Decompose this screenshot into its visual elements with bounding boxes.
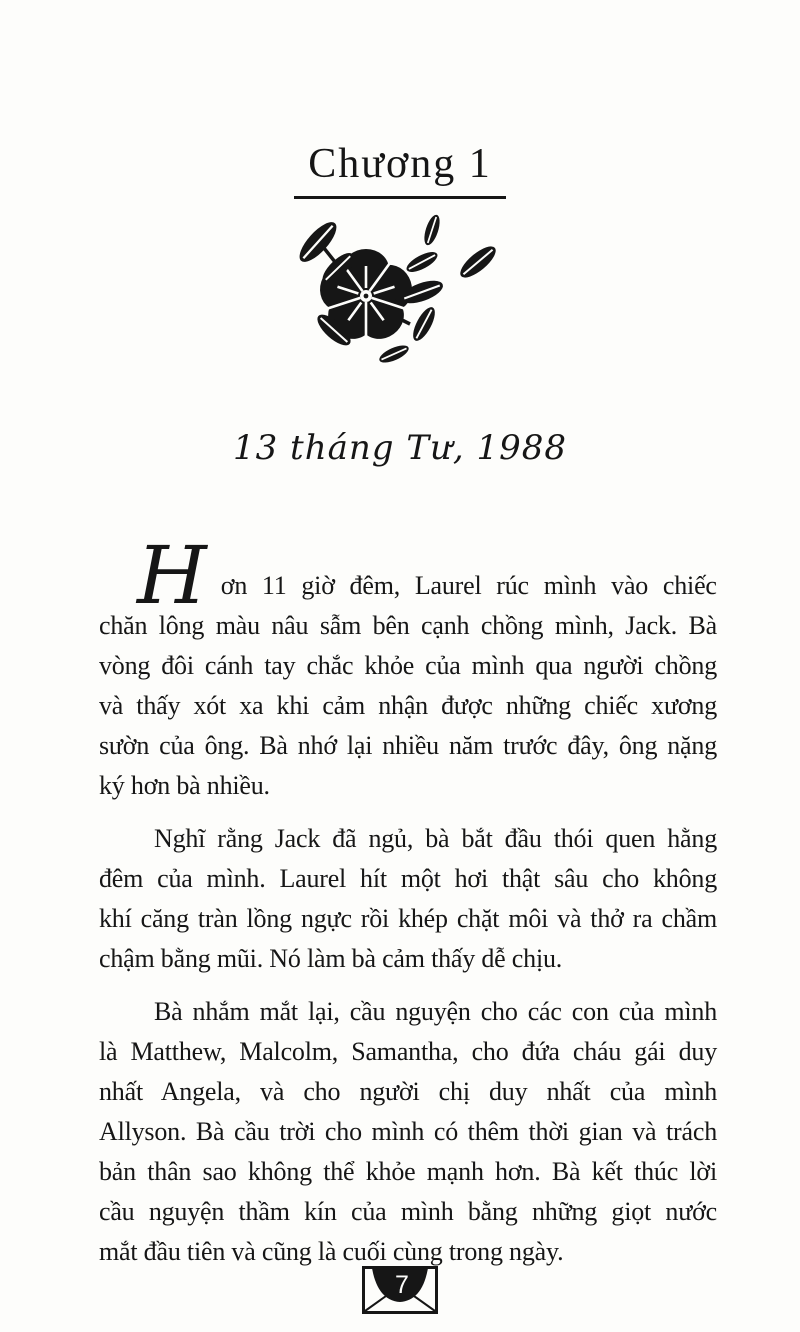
text-line: và thấy xót xa khi cảm nhận được những chiếc xương xyxy=(99,691,717,720)
text-line: vòng đôi cánh tay chắc khỏe của mình qua người chồng xyxy=(99,651,717,680)
envelope-page-number-icon xyxy=(362,1266,438,1314)
text-line: bản thân sao không thể khỏe mạnh hơn. Bà kết thúc lời xyxy=(99,1157,717,1186)
text-line: ơn 11 giờ đêm, Laurel rúc mình vào chiếc xyxy=(220,571,717,600)
text-line: khí căng tràn lồng ngực rồi khép chặt môi và thở ra chầm xyxy=(99,904,717,933)
paragraph xyxy=(99,529,717,806)
text-line: Allyson. Bà cầu trời cho mình có thêm thời gian và trách xyxy=(99,1117,717,1146)
chapter-header xyxy=(0,140,800,199)
text-line: mắt đầu tiên và cũng là cuối cùng trong ngày. xyxy=(99,1237,564,1266)
text-line: nhất Angela, và cho người chị duy nhất của mình xyxy=(99,1077,717,1106)
text-line: sườn của ông. Bà nhớ lại nhiều năm trước đây, ông nặng xyxy=(99,731,717,760)
text-line: Bà nhắm mắt lại, cầu nguyện cho các con của mình xyxy=(154,997,717,1026)
page-footer xyxy=(362,1266,438,1314)
body-text xyxy=(99,529,717,1272)
text-line: cầu nguyện thầm kín của mình bằng những giọt nước xyxy=(99,1197,717,1226)
page-number: 7 xyxy=(395,1271,409,1299)
text-line: là Matthew, Malcolm, Samantha, cho đứa cháu gái duy xyxy=(99,1037,717,1066)
paragraph-first-line xyxy=(99,529,717,622)
text-line: ký hơn bà nhiều. xyxy=(99,771,270,800)
text-line: chậm bằng mũi. Nó làm bà cảm thấy dễ chịu. xyxy=(99,944,563,973)
paragraph xyxy=(99,819,717,979)
flower-ornament-svg xyxy=(282,212,518,380)
flower-ornament-icon xyxy=(282,212,518,380)
drop-cap: H xyxy=(137,529,207,622)
chapter-title: Chương 1 xyxy=(294,140,506,199)
text-line: chăn lông màu nâu sẫm bên cạnh chồng mình, Jack. Bà xyxy=(99,611,717,640)
chapter-date: 13 tháng Tư, 1988 xyxy=(232,428,568,468)
text-line: Nghĩ rằng Jack đã ngủ, bà bắt đầu thói quen hằng xyxy=(154,824,717,853)
text-line: đêm của mình. Laurel hít một hơi thật sâu cho không xyxy=(99,864,717,893)
paragraph xyxy=(99,992,717,1272)
